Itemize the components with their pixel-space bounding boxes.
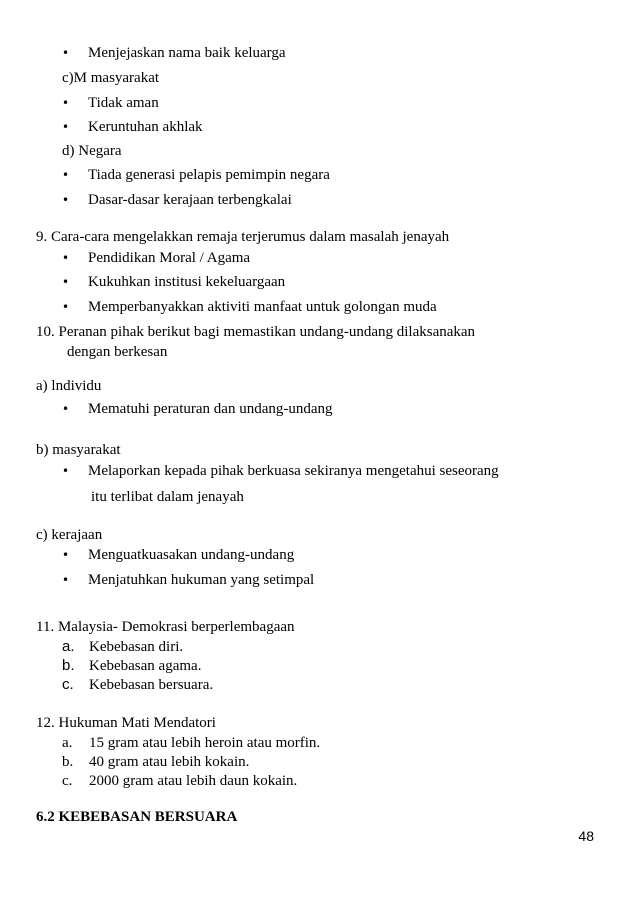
list-item-continued: itu terlibat dalam jenayah [91, 489, 244, 505]
question-11: 11. Malaysia- Demokrasi berperlembagaan [36, 619, 295, 635]
list-item: a. 15 gram atau lebih heroin atau morfin. [62, 735, 321, 751]
list-item: • Kukuhkan institusi kekeluargaan [62, 274, 286, 290]
question-12: 12. Hukuman Mati Mendatori [36, 715, 216, 731]
list-item: • Dasar-dasar kerajaan terbengkalai [62, 192, 292, 208]
bullet-icon: • [62, 275, 70, 289]
list-item: a. Kebebasan diri. [62, 638, 184, 655]
list-item: b. 40 gram atau lebih kokain. [62, 754, 250, 770]
section-label: c) kerajaan [36, 527, 103, 543]
bullet-icon: • [62, 402, 70, 416]
bullet-icon: • [62, 96, 70, 110]
list-item: • Menguatkuasakan undang-undang [62, 547, 295, 563]
list-item: • Tiada generasi pelapis pemimpin negara [62, 167, 330, 183]
list-item: c. 2000 gram atau lebih daun kokain. [62, 773, 298, 789]
list-item: • Melaporkan kepada pihak berkuasa sekiranya mengetahui seseorang [62, 463, 499, 479]
list-item: • Menjejaskan nama baik keluarga [62, 45, 286, 61]
section-label: c)M masyarakat [62, 70, 160, 86]
question-10: 10. Peranan pihak berikut bagi memastikan undang-undang dilaksanakan [36, 324, 476, 340]
list-item: • Menjatuhkan hukuman yang setimpal [62, 572, 315, 588]
section-label: b) masyarakat [36, 442, 121, 458]
question-10-continued: dengan berkesan [67, 344, 168, 360]
list-item: • Memperbanyakkan aktiviti manfaat untuk golongan muda [62, 299, 437, 315]
section-heading: 6.2 KEBEBASAN BERSUARA [36, 809, 238, 825]
bullet-icon: • [62, 573, 70, 587]
bullet-icon: • [62, 46, 70, 60]
list-item: • Pendidikan Moral / Agama [62, 250, 251, 266]
bullet-icon: • [62, 168, 70, 182]
list-item: • Tidak aman [62, 95, 159, 111]
bullet-icon: • [62, 464, 70, 478]
list-item: b. Kebebasan agama. [62, 657, 202, 674]
bullet-icon: • [62, 120, 70, 134]
list-item: • Keruntuhan akhlak [62, 119, 203, 135]
bullet-icon: • [62, 193, 70, 207]
list-item: c. Kebebasan bersuara. [62, 676, 214, 693]
section-label: d) Negara [62, 143, 122, 159]
page-number: 48 [578, 828, 594, 844]
bullet-icon: • [62, 548, 70, 562]
bullet-icon: • [62, 300, 70, 314]
question-9: 9. Cara-cara mengelakkan remaja terjerumus dalam masalah jenayah [36, 229, 450, 245]
bullet-icon: • [62, 251, 70, 265]
list-item: • Mematuhi peraturan dan undang-undang [62, 401, 333, 417]
section-label: a) lndividu [36, 378, 102, 394]
